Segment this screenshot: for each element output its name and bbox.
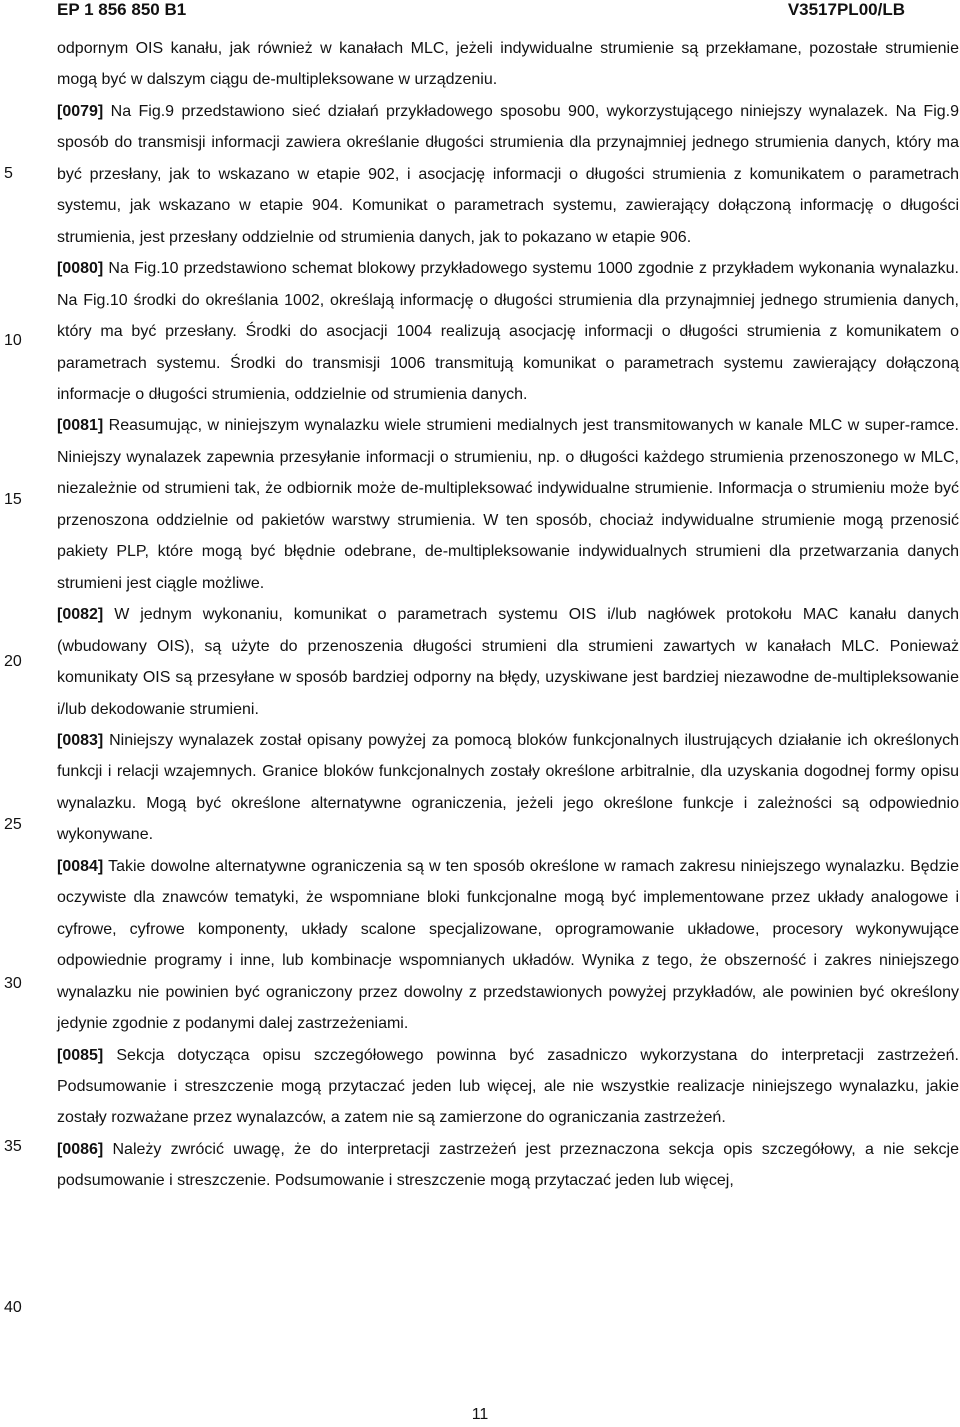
- paragraph-text: Należy zwrócić uwagę, że do interpretacji zastrzeżeń jest przeznaczona sekcja opis szczegółowy, a nie sekcje podsumowanie i streszczenie. Podsumowanie i streszczenie mogą przytaczać jeden lub więcej,: [57, 1140, 959, 1190]
- paragraph-text: odpornym OIS kanału, jak również w kanałach MLC, jeżeli indywidualne strumienie są przekłamane, pozostałe strumienie mogą być w dalszym ciągu de-multipleksowane w urządzeniu.: [57, 40, 959, 89]
- line-number: 25: [4, 816, 22, 833]
- line-number: 20: [4, 653, 22, 670]
- line-number: 35: [4, 1138, 22, 1155]
- paragraph-text: Na Fig.10 przedstawiono schemat blokowy przykładowego systemu 1000 zgodnie z przykładem wykonania wynalazku. Na Fig.10 środki do określania 1002, określają informację o długości strumienia dla przynajmniej jednego strumienia danych, który ma być przesłany. Środki do asocjacji 1004 realizują asocjację informacji o długości strumienia z komunikatem o parametrach systemu. Środki do transmisji 1006 transmitują komunikat o parametrach systemu zawierający dołączoną informacje o długości strumienia, oddzielnie od strumienia danych.: [57, 260, 960, 403]
- paragraph-number: [0080]: [57, 260, 104, 278]
- paragraph-text: Na Fig.9 przedstawiono sieć działań przykładowego sposobu 900, wykorzystującego niniejszy wynalazek. Na Fig.9 sposób do transmisji informacji zawiera określanie długości strumienia dla przynajmniej jednego strumienia danych, który ma być przesłany, jak to wskazano w etapie 902, i asocjację informacji o długości strumienia z komunikatem o parametrach systemu, jak wskazano w etapie 904. Komunikat o parametrach systemu, zawierający dołączoną informację o długości strumienia, jest przesłany oddzielnie od strumienia danych, jak to pokazano w etapie 906.: [57, 102, 959, 246]
- paragraph: [57, 96, 959, 253]
- document-reference: V3517PL00/LB: [787, 0, 905, 19]
- paragraph: [57, 410, 959, 599]
- line-number: 40: [4, 1299, 22, 1316]
- page-number: 11: [471, 1406, 489, 1423]
- paragraph-text: Takie dowolne alternatywne ograniczenia są w ten sposób określone w ramach zakresu niniejszego wynalazku. Będzie oczywiste dla znawców tematyki, że wspomniane bloki funkcjonalne mogą być implementowane przez układy analogowe i cyfrowe, cyfrowe komponenty, układy scalone specjalizowane, oprogramowanie układowe, procesory wykonywujące odpowiednie programy i inne, lub kombinacje wspomnianych układów. Wynika z tego, że obszerność i zakres niniejszego wynalazku nie powinien być ograniczony przez dowolny z przedstawionych powyżej przykładów, ale powinien być określony jedynie zgodnie z podanymi dalej zastrzeżeniami.: [57, 857, 959, 1033]
- line-number: 15: [4, 491, 22, 508]
- line-number: 5: [4, 165, 13, 182]
- paragraph: [57, 1040, 959, 1134]
- document-body: [57, 33, 959, 1197]
- line-number: 10: [4, 332, 22, 349]
- paragraph-number: [0086]: [57, 1140, 104, 1158]
- page-header: [57, 0, 905, 22]
- paragraph: [57, 599, 959, 725]
- paragraph-continuation: [57, 33, 959, 96]
- paragraph-text: Reasumując, w niniejszym wynalazku wiele strumieni medialnych jest transmitowanych w kanale MLC w super-ramce. Niniejszy wynalazek zapewnia przesyłanie informacji o strumieniu, np. o długości każdego strumienia przenoszonego w MLC, niezależnie od strumieni tak, że odbiornik może de-multipleksować indywidualne strumienie. Informacja o strumieniu może być przenoszona oddzielnie od pakietów warstwy strumienia. W ten sposób, chociaż indywidualne strumienie mogą przenosić pakiety PLP, które mogą być błędnie odebrane, de-multipleksowanie indywidualnych strumieni dla przetwarzania danych strumieni jest ciągle możliwe.: [57, 417, 959, 592]
- patent-number: EP 1 856 850 B1: [57, 0, 187, 19]
- paragraph-text: W jednym wykonaniu, komunikat o parametrach systemu OIS i/lub nagłówek protokołu MAC kanału danych (wbudowany OIS), są użyte do przenoszenia długości strumieni dla strumieni zawartych w kanałach MLC. Ponieważ komunikaty OIS są przesyłane w sposób bardziej odporny na błędy, uzyskiwane jest bardziej niezawodne de-multipleksowanie i/lub dekodowanie strumieni.: [57, 606, 960, 718]
- paragraph-number: [0085]: [57, 1046, 104, 1064]
- paragraph: [57, 253, 959, 410]
- paragraph: [57, 1134, 959, 1197]
- paragraph: [57, 851, 959, 1040]
- paragraph-number: [0083]: [57, 731, 104, 749]
- paragraph-number: [0084]: [57, 857, 104, 875]
- paragraph-text: Niniejszy wynalazek został opisany powyżej za pomocą bloków funkcjonalnych ilustrujących działanie ich określonych funkcji i relacji wzajemnych. Granice bloków funkcjonalnych zostały określone arbitralnie, dla uzyskania dogodnej formy opisu wynalazku. Mogą być określone alternatywne ograniczenia, jeżeli jego określone funkcje i zależności są odpowiednio wykonywane.: [57, 731, 960, 844]
- paragraph-number: [0081]: [57, 417, 104, 435]
- line-number: 30: [4, 975, 22, 992]
- paragraph-number: [0082]: [57, 606, 104, 624]
- paragraph-text: Sekcja dotycząca opisu szczegółowego powinna być zasadniczo wykorzystana do interpretacji zastrzeżeń. Podsumowanie i streszczenie mogą przytaczać jeden lub więcej, ale nie wszystkie realizacje niniejszego wynalazku, jakie zostały rozważane przez wynalazców, a zatem nie są zamierzone do ograniczania zastrzeżeń.: [57, 1046, 959, 1127]
- paragraph-number: [0079]: [57, 102, 104, 120]
- paragraph: [57, 725, 959, 851]
